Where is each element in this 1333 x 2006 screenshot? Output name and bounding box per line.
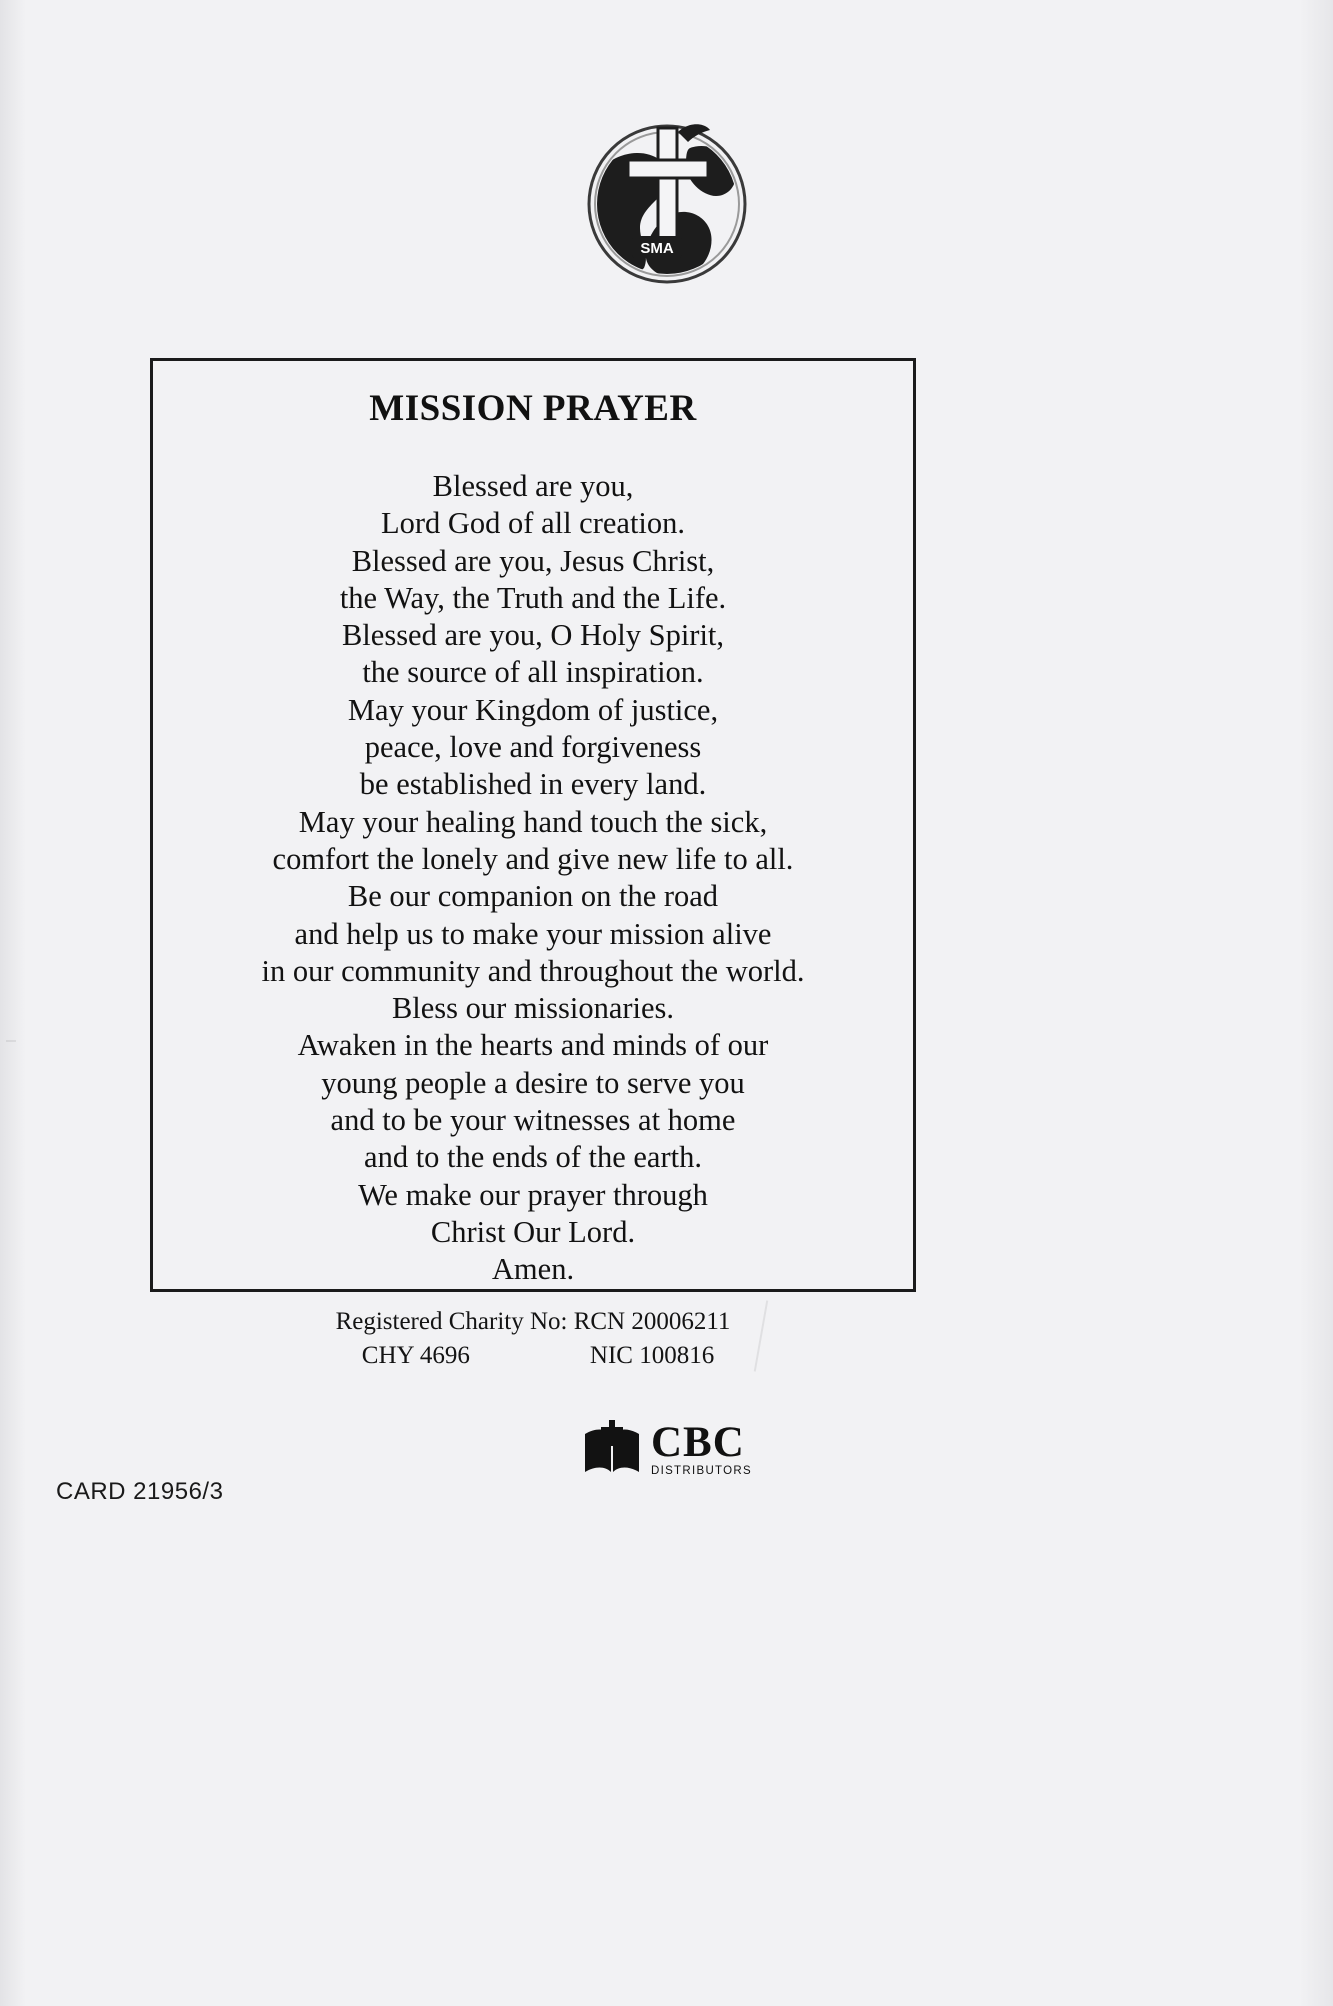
prayer-line: and to be your witnesses at home — [330, 1103, 736, 1138]
prayer-line: young people a desire to serve you — [321, 1065, 745, 1100]
prayer-line: Blessed are you, Jesus Christ, — [351, 543, 715, 578]
card-code: CARD 21956/3 — [56, 1478, 224, 1505]
charity-info — [150, 1308, 916, 1370]
scan-edge-mark — [6, 1040, 16, 1042]
sma-globe-cross-icon — [582, 108, 752, 290]
prayer-line: We make our prayer through — [358, 1177, 708, 1212]
publisher-name: CBC — [650, 1418, 745, 1466]
prayer-line: May your healing hand touch the sick, — [298, 804, 768, 839]
prayer-line: Lord God of all creation. — [380, 506, 686, 541]
publisher-subtitle: DISTRIBUTORS — [650, 1464, 752, 1477]
prayer-line: in our community and throughout the world. — [261, 953, 805, 988]
prayer-line: Awaken in the hearts and minds of our — [297, 1028, 769, 1063]
charity-registration: Registered Charity No: RCN 20006211 — [335, 1308, 731, 1335]
prayer-line: Be our companion on the road — [347, 879, 719, 914]
prayer-line: be established in every land. — [359, 767, 707, 802]
publisher-logo — [0, 1418, 1333, 1480]
charity-nic-number: NIC 100816 — [589, 1342, 715, 1369]
prayer-line: Bless our missionaries. — [391, 991, 675, 1026]
prayer-line: Amen. — [491, 1252, 575, 1287]
prayer-line: Blessed are you, O Holy Spirit, — [341, 618, 725, 653]
prayer-line: the source of all inspiration. — [362, 655, 704, 690]
prayer-line: and help us to make your mission alive — [294, 916, 772, 951]
prayer-line: Christ Our Lord. — [430, 1214, 636, 1249]
prayer-text — [163, 468, 903, 1289]
sma-logo-container — [0, 108, 1333, 290]
prayer-line: Blessed are you, — [432, 469, 634, 503]
prayer-line: peace, love and forgiveness — [364, 730, 702, 765]
prayer-line: May your Kingdom of justice, — [347, 692, 719, 727]
prayer-line: the Way, the Truth and the Life. — [339, 580, 727, 615]
prayer-title: MISSION PRAYER — [369, 388, 697, 429]
prayer-line: and to the ends of the earth. — [364, 1140, 702, 1175]
open-book-cross-icon — [581, 1418, 643, 1480]
prayer-box — [150, 358, 916, 1292]
sma-logo-label: SMA — [639, 240, 674, 257]
prayer-line: comfort the lonely and give new life to all. — [272, 841, 794, 876]
charity-chy-number: CHY 4696 — [361, 1342, 470, 1369]
